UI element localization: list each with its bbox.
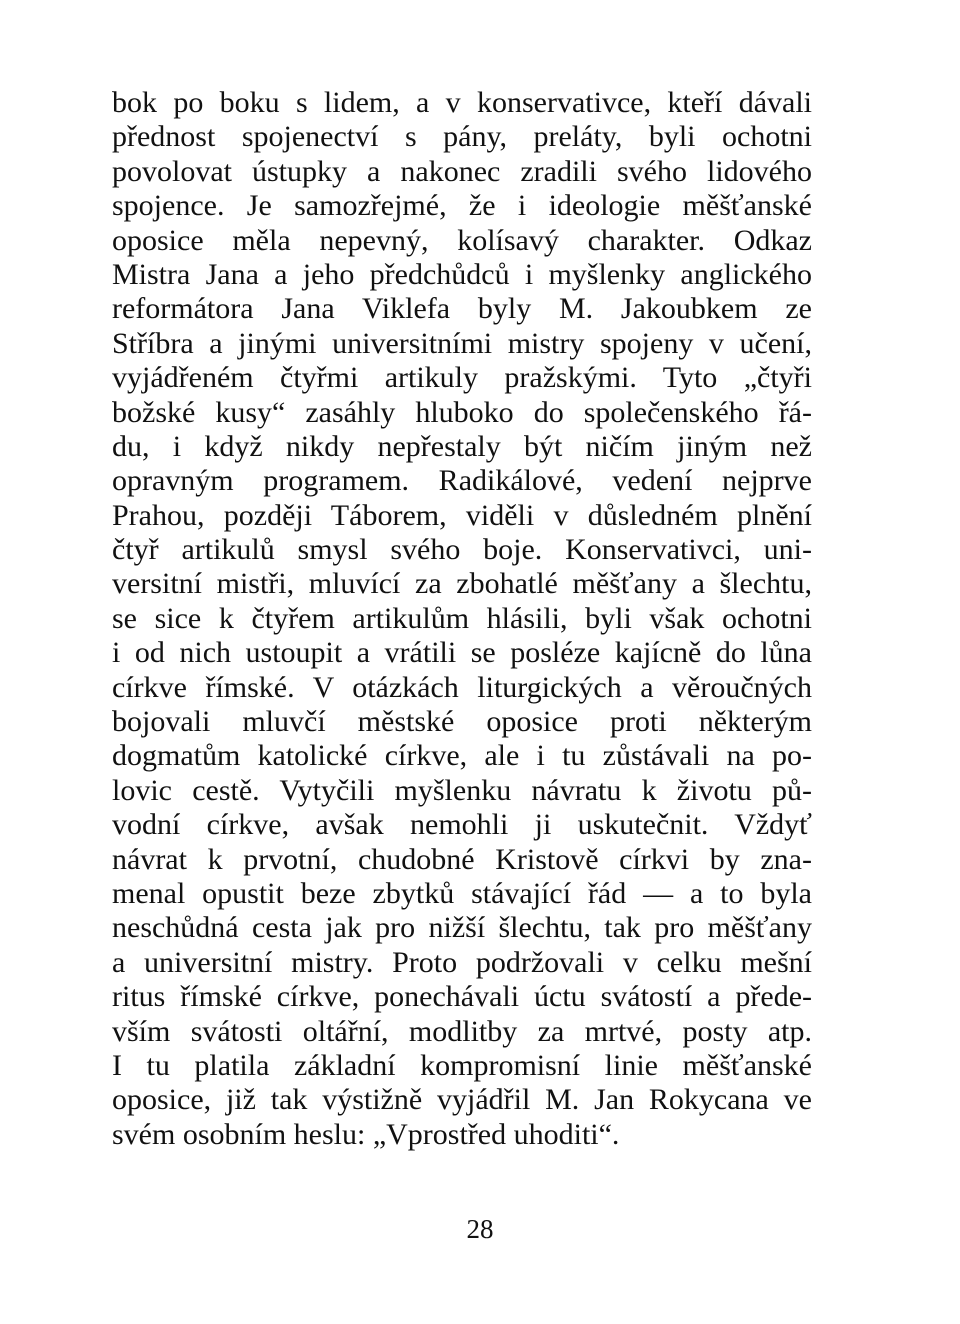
body-text (112, 86, 812, 1152)
text-line: bok po boku s lidem, a v konservativce, kteří dávali (112, 86, 812, 119)
text-line: neschůdná cesta jak pro nižší šlechtu, tak pro měšťany (112, 911, 812, 945)
text-line: se sice k čtyřem artikulům hlásili, byli však ochotni (112, 601, 812, 635)
text-line: I tu platila základní kompromisní linie měšťanské (112, 1048, 812, 1082)
text-line: dogmatům katolické církve, ale i tu zůstávali na po- (112, 739, 812, 773)
text-line: Prahou, později Táborem, viděli v důsledném plnění (112, 498, 812, 532)
text-line: reformátora Jana Viklefa byly M. Jakoubkem ze (112, 292, 812, 326)
text-line: svém osobním heslu: „Vprostřed uhoditi“. (112, 1117, 620, 1151)
text-line: oposice, již tak výstižně vyjádřil M. Jan Rokycana ve (112, 1083, 812, 1117)
text-line: menal opustit beze zbytků stávající řád — a to byla (112, 876, 812, 910)
text-line: spojence. Je samozřejmé, že i ideologie měšťanské (112, 189, 812, 223)
text-line: Stříbra a jinými universitními mistry spojeny v učení, (112, 326, 812, 360)
text-line: opravným programem. Radikálové, vedení nejprve (112, 464, 812, 498)
text-line: bojovali mluvčí městské oposice proti některým (112, 705, 812, 739)
text-line: církve římské. V otázkách liturgických a věroučných (112, 670, 812, 704)
text-line: vším svátosti oltářní, modlitby za mrtvé, posty atp. (112, 1014, 812, 1048)
text-line: versitní mistři, mluvící za zbohatlé měšťany a šlechtu, (112, 567, 812, 601)
text-line: Mistra Jana a jeho předchůdců i myšlenky anglického (112, 257, 812, 291)
text-line: du, i když nikdy nepřestaly být ničím jiným než (112, 429, 812, 463)
text-line: a universitní mistry. Proto podržovali v celku mešní (112, 945, 812, 979)
text-line: vodní církve, avšak nemohli ji uskutečnit. Vždyť (112, 808, 812, 842)
text-line: ritus římské církve, ponechávali úctu svátostí a přede- (112, 980, 812, 1014)
text-line: lovic cestě. Vytyčili myšlenku návratu k životu pů- (112, 773, 812, 807)
text-line: vyjádřeném čtyřmi artikuly pražskými. Tyto „čtyři (112, 361, 812, 395)
text-line: návrat k prvotní, chudobné Kristově církvi by zna- (112, 842, 812, 876)
text-line: čtyř artikulů smysl svého boje. Konservativci, uni- (112, 533, 812, 567)
text-line: i od nich ustoupit a vrátili se posléze kajícně do lůna (112, 636, 812, 670)
page-number: 28 (466, 1214, 494, 1244)
text-line: božské kusy“ zasáhly hluboko do společenského řá- (112, 395, 812, 429)
text-line: povolovat ústupky a nakonec zradili svého lidového (112, 154, 812, 188)
text-line: oposice měla nepevný, kolísavý charakter. Odkaz (112, 223, 812, 257)
text-line: přednost spojenectví s pány, preláty, byli ochotni (112, 120, 812, 154)
